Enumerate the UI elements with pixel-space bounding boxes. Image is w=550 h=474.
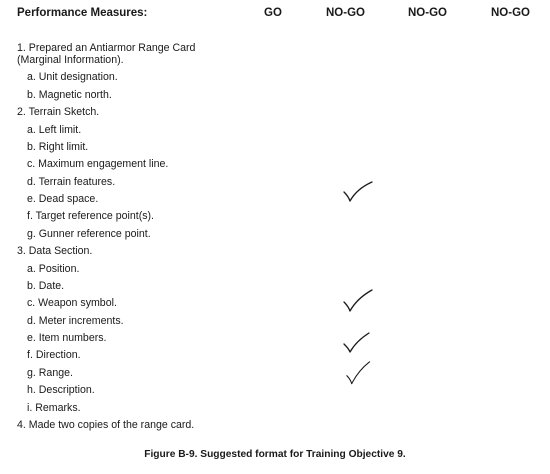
measure-item-2g: g. Gunner reference point.	[27, 228, 151, 240]
column-header-go: GO	[264, 7, 282, 19]
measure-item-3c: c. Weapon symbol.	[27, 297, 117, 309]
measure-item-1b: b. Magnetic north.	[27, 89, 112, 101]
column-header-no-go-1: NO-GO	[326, 7, 365, 19]
measure-item-1: 1. Prepared an Antiarmor Range Card	[17, 42, 196, 54]
column-header-no-go-3: NO-GO	[491, 7, 530, 19]
performance-measures-title: Performance Measures:	[17, 7, 148, 19]
check-mark-icon	[341, 289, 377, 315]
measure-item-1-note: (Marginal Information).	[17, 54, 124, 66]
measure-item-3g: g. Range.	[27, 367, 73, 379]
measure-item-3h: h. Description.	[27, 384, 95, 396]
measure-item-3a: a. Position.	[27, 263, 80, 275]
measure-item-2d: d. Terrain features.	[27, 176, 116, 188]
measure-item-4: 4. Made two copies of the range card.	[17, 419, 195, 431]
check-mark-icon	[341, 180, 377, 206]
measure-item-3b: b. Date.	[27, 280, 65, 292]
measure-item-3i: i. Remarks.	[27, 402, 81, 414]
measure-item-2b: b. Right limit.	[27, 141, 89, 153]
measure-item-3d: d. Meter increments.	[27, 315, 124, 327]
measure-item-1a: a. Unit designation.	[27, 71, 118, 83]
measure-item-2a: a. Left limit.	[27, 124, 82, 136]
measure-item-2e: e. Dead space.	[27, 193, 99, 205]
measure-item-3: 3. Data Section.	[17, 245, 93, 257]
check-mark-icon	[341, 361, 377, 387]
measure-item-3e: e. Item numbers.	[27, 332, 107, 344]
check-mark-icon	[341, 330, 377, 356]
figure-caption: Figure B-9. Suggested format for Training Objective 9.	[144, 449, 406, 460]
measure-item-3f: f. Direction.	[27, 349, 81, 361]
measure-item-2f: f. Target reference point(s).	[27, 210, 154, 222]
measure-item-2c: c. Maximum engagement line.	[27, 158, 169, 170]
column-header-no-go-2: NO-GO	[408, 7, 447, 19]
measure-item-2: 2. Terrain Sketch.	[17, 106, 100, 118]
